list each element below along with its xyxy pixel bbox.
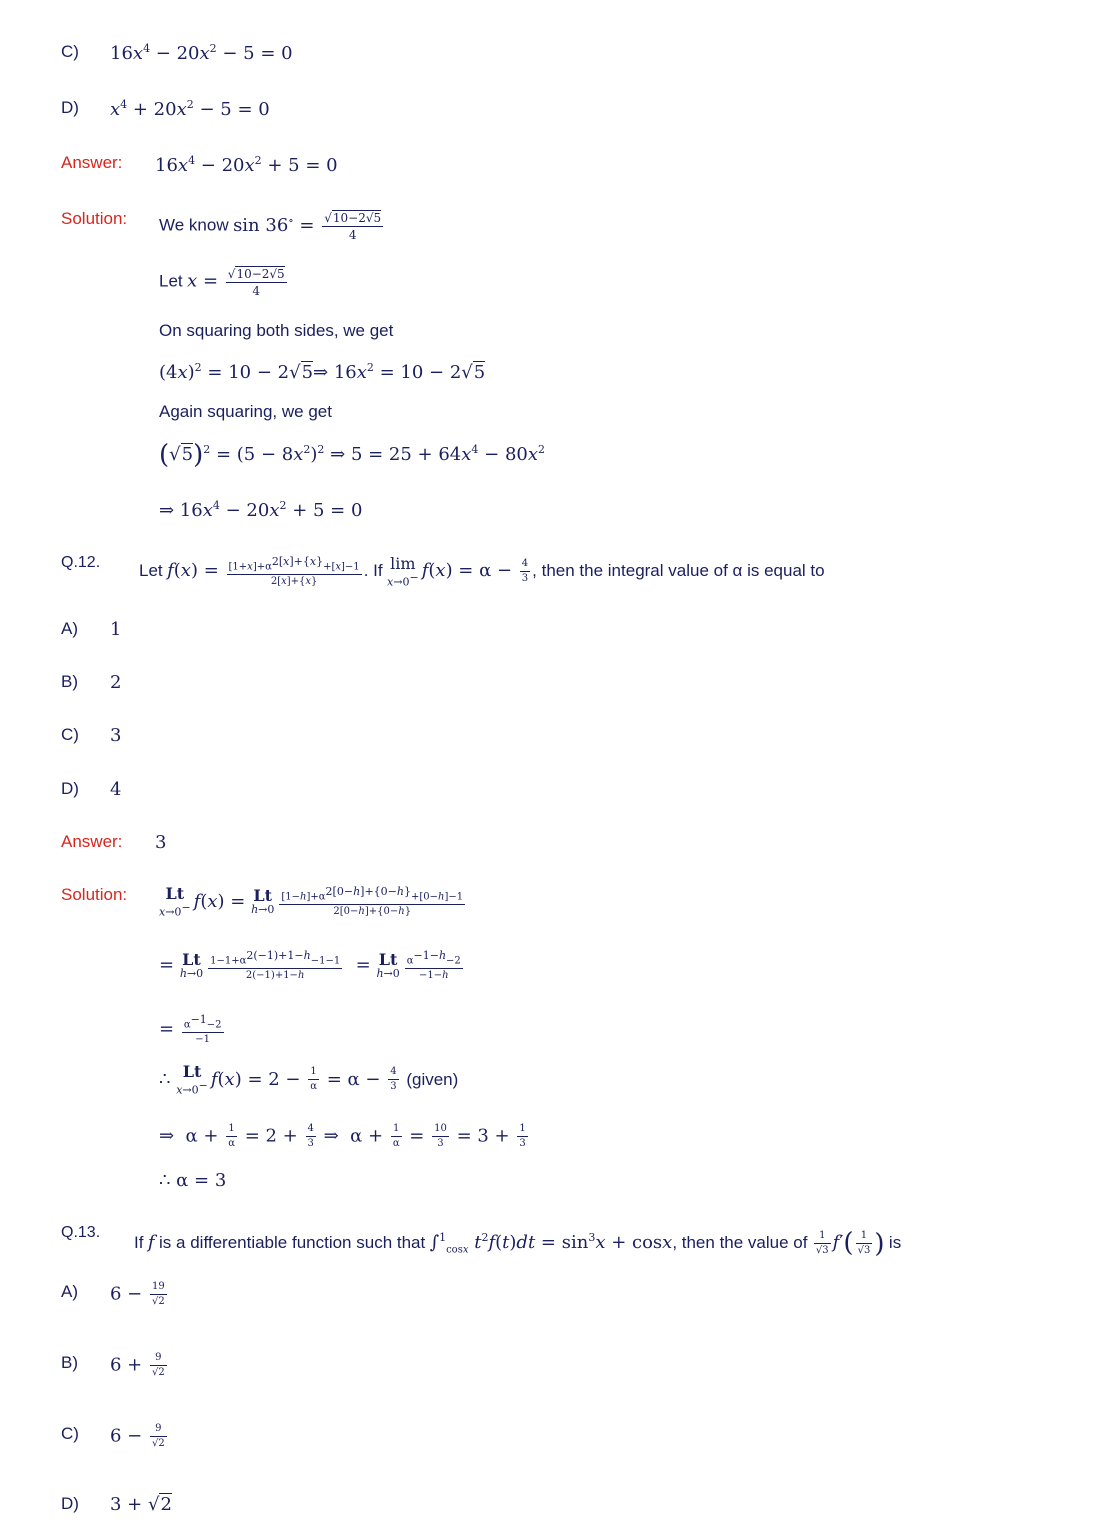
q13-option-d-label: D) [61,1494,79,1513]
solution-line-let-x: Let x = $\frac{√10-2√5}{4}$ [159,267,285,298]
q12-option-c-value: 3 [110,725,122,746]
q12-solution-line-2: = Lt h→0 $\frac{1-1+\alpha^{2(-1)+1-h}-1-1}{2(-1)+1-h}$ = Lt h→0 $\frac{\alpha^{-1-h}-2}{-1-h}$ [159,949,461,982]
q12-option-b-value: 2 [110,672,122,693]
q13-option-c-value: 6 − $\frac{9}{√2}$ [110,1423,165,1449]
question-number-13: Q.13. [61,1224,101,1241]
option-c-value: $16x^4 - 20x^2 - 5 = 0$ [110,42,293,64]
q13-option-a-label: A) [61,1282,78,1301]
q12-answer-value: 3 [155,832,167,853]
solution-label: Solution: [61,209,128,228]
q12-solution-line-4: ∴ Lt x→0− f(x) = 2 − $\frac{1}{\alpha}$ = α − $\frac{4}{3}$ (given) [159,1062,459,1097]
option-d-label: D) [61,98,79,117]
q13-option-a-value: 6 − $\frac{19}{√2}$ [110,1281,165,1307]
q12-answer-label: Answer: [61,832,123,851]
q12-option-c-label: C) [61,725,79,744]
option-c-label: C) [61,42,79,61]
q13-option-b-value: 6 + $\frac{9}{√2}$ [110,1352,165,1378]
solution-line-again-squaring: Again squaring, we get [159,402,332,421]
question-13-text: If f is a differentiable function such that ∫$^1_{cosx}$ $t^2f(t)dt = \sin^3x + \cos x$, then the value of $\frac{1}{√3}$ f′( $\frac{1}{√3}$ ) is [134,1228,902,1259]
q13-option-c-label: C) [61,1424,79,1443]
answer-value: $16x^4 - 20x^2 + 5 = 0$ [155,154,338,176]
solution-line-result: ⇒ $16x^4 - 20x^2 + 5 = 0$ [159,499,363,521]
option-d-value: $x^4 + 20x^2 - 5 = 0$ [110,98,270,120]
q12-solution-line-3: = $\frac{\alpha^{-1}-2}{-1}$ [159,1013,222,1046]
question-12-text: Let f(x) = $\frac{[1+x]+\alpha^{2[x]+\{x\}}+[x]-1}{2[x]+\{x\}}$ . If lim x→0− f(x) = α − $\frac{4}{3}$ , then the integral value of α is equal to [139,554,825,589]
q13-option-d-value: 3 + √2 [110,1494,172,1515]
q12-option-b-label: B) [61,672,78,691]
q12-solution-label: Solution: [61,885,128,904]
q12-solution-line-1: Lt x→0− f(x) = Lt h→0 $\frac{[1-h]+\alpha^{2[0-h]+\{0-h\}}+[0-h]-1}{2[0-h]+\{0-h\}}$ [159,884,464,919]
q12-option-a-value: 1 [110,619,122,640]
answer-label: Answer: [61,153,123,172]
q12-option-a-label: A) [61,619,78,638]
solution-line-squaring: On squaring both sides, we get [159,321,394,340]
q12-solution-line-6: ∴ α = 3 [159,1170,227,1191]
solution-line-sin36: We know sin 36∘ = $\frac{√10-2√5}{4}$ [159,211,382,242]
q12-solution-line-5: ⇒ α + $\frac{1}{\alpha}$ = 2 + $\frac{4}{3}$ ⇒ α + $\frac{1}{\alpha}$ = $\frac{10}{3}$ = 3 + $\frac{1}{3}$ [159,1123,526,1149]
solution-line-4x-squared: $(4x)^2 = 10$ − 2√5⇒ $16x^2 = 10 - 2√5$ [159,361,486,383]
question-number-12: Q.12. [61,554,101,571]
q13-option-b-label: B) [61,1353,78,1372]
q12-option-d-value: 4 [110,779,122,800]
q12-option-d-label: D) [61,779,79,798]
solution-line-root5-squared: $(√5)^2 = (5 - 8x^2)^2$ ⇒ $5 = 25 + 64x^4 - 80x^2$ [159,440,546,470]
